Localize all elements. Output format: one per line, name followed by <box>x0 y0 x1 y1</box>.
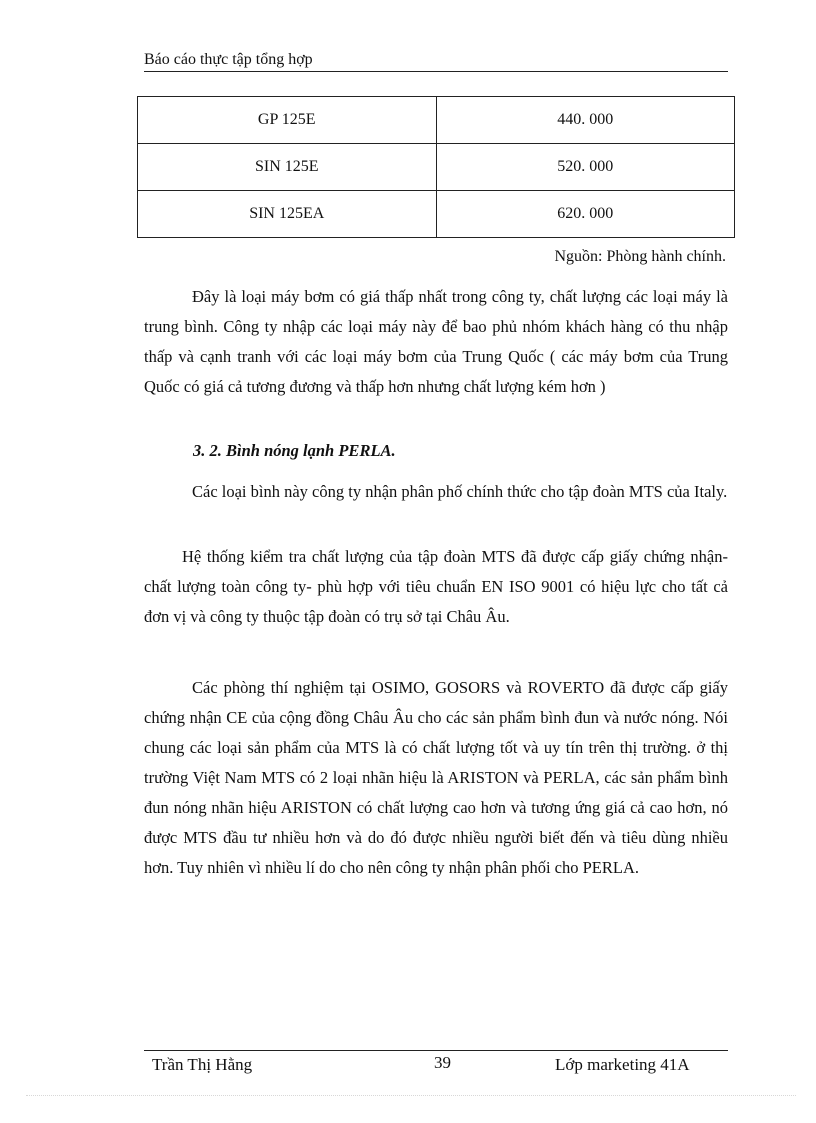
paragraph-quality-system: Hệ thống kiểm tra chất lượng của tập đoàn MTS đã được cấp giấy chứng nhận- chất lượng toàn công ty- phù hợp với tiêu chuẩn EN ISO 9001 có hiệu lực cho tất cả đơn vị và công ty thuộc tập đoàn có trụ sở tại Châu Âu. <box>144 547 728 626</box>
table-row <box>138 191 735 238</box>
price-cell: 440. 000 <box>436 97 735 144</box>
footer-author: Trần Thị Hằng <box>152 1055 253 1074</box>
model-cell: GP 125E <box>138 97 437 144</box>
source-note: Nguồn: Phòng hành chính. <box>554 248 726 265</box>
price-cell: 620. 000 <box>436 191 735 238</box>
model-cell: SIN 125EA <box>138 191 437 238</box>
paragraph-distribution: Các loại bình này công ty nhận phân phố chính thức cho tập đoàn MTS của Italy. <box>192 482 728 501</box>
section-heading: 3. 2. Bình nóng lạnh PERLA. <box>193 441 396 460</box>
model-cell: SIN 125E <box>138 144 437 191</box>
header-title: Báo cáo thực tập tổng hợp <box>144 51 313 68</box>
table-row <box>138 97 735 144</box>
footer-divider <box>144 1050 728 1051</box>
price-table <box>137 96 735 238</box>
page-header <box>144 50 728 72</box>
paragraph-laboratories: Các phòng thí nghiệm tại OSIMO, GOSORS và ROVERTO đã được cấp giấy chứng nhận CE của cộng đồng Châu Âu cho các sản phẩm bình đun và nước nóng. Nói chung các loại sản phẩm của MTS là có chất lượng tốt và uy tín trên thị trường. ở thị trường Việt Nam MTS có 2 loại nhãn hiệu là ARISTON và PERLA, các sản phẩm bình đun nóng nhãn hiệu ARISTON có chất lượng cao hơn và tương ứng giá cả cao hơn, nó được MTS đầu tư nhiều hơn và do đó được nhiều người biết đến và tiêu dùng nhiều hơn. Tuy nhiên vì nhiều lí do cho nên công ty nhận phân phối cho PERLA. <box>144 678 728 877</box>
page-number: 39 <box>434 1053 451 1072</box>
paragraph-pump-description: Đây là loại máy bơm có giá thấp nhất trong công ty, chất lượng các loại máy là trung bình. Công ty nhập các loại máy này để bao phủ nhóm khách hàng có thu nhập thấp và cạnh tranh với các loại máy bơm của Trung Quốc ( các máy bơm của Trung Quốc có giá cả tương đương và thấp hơn nhưng chất lượng kém hơn ) <box>144 287 728 396</box>
page-bottom-dotted-line <box>26 1095 796 1096</box>
price-cell: 520. 000 <box>436 144 735 191</box>
table-row <box>138 144 735 191</box>
footer-class: Lớp marketing 41A <box>555 1055 690 1074</box>
